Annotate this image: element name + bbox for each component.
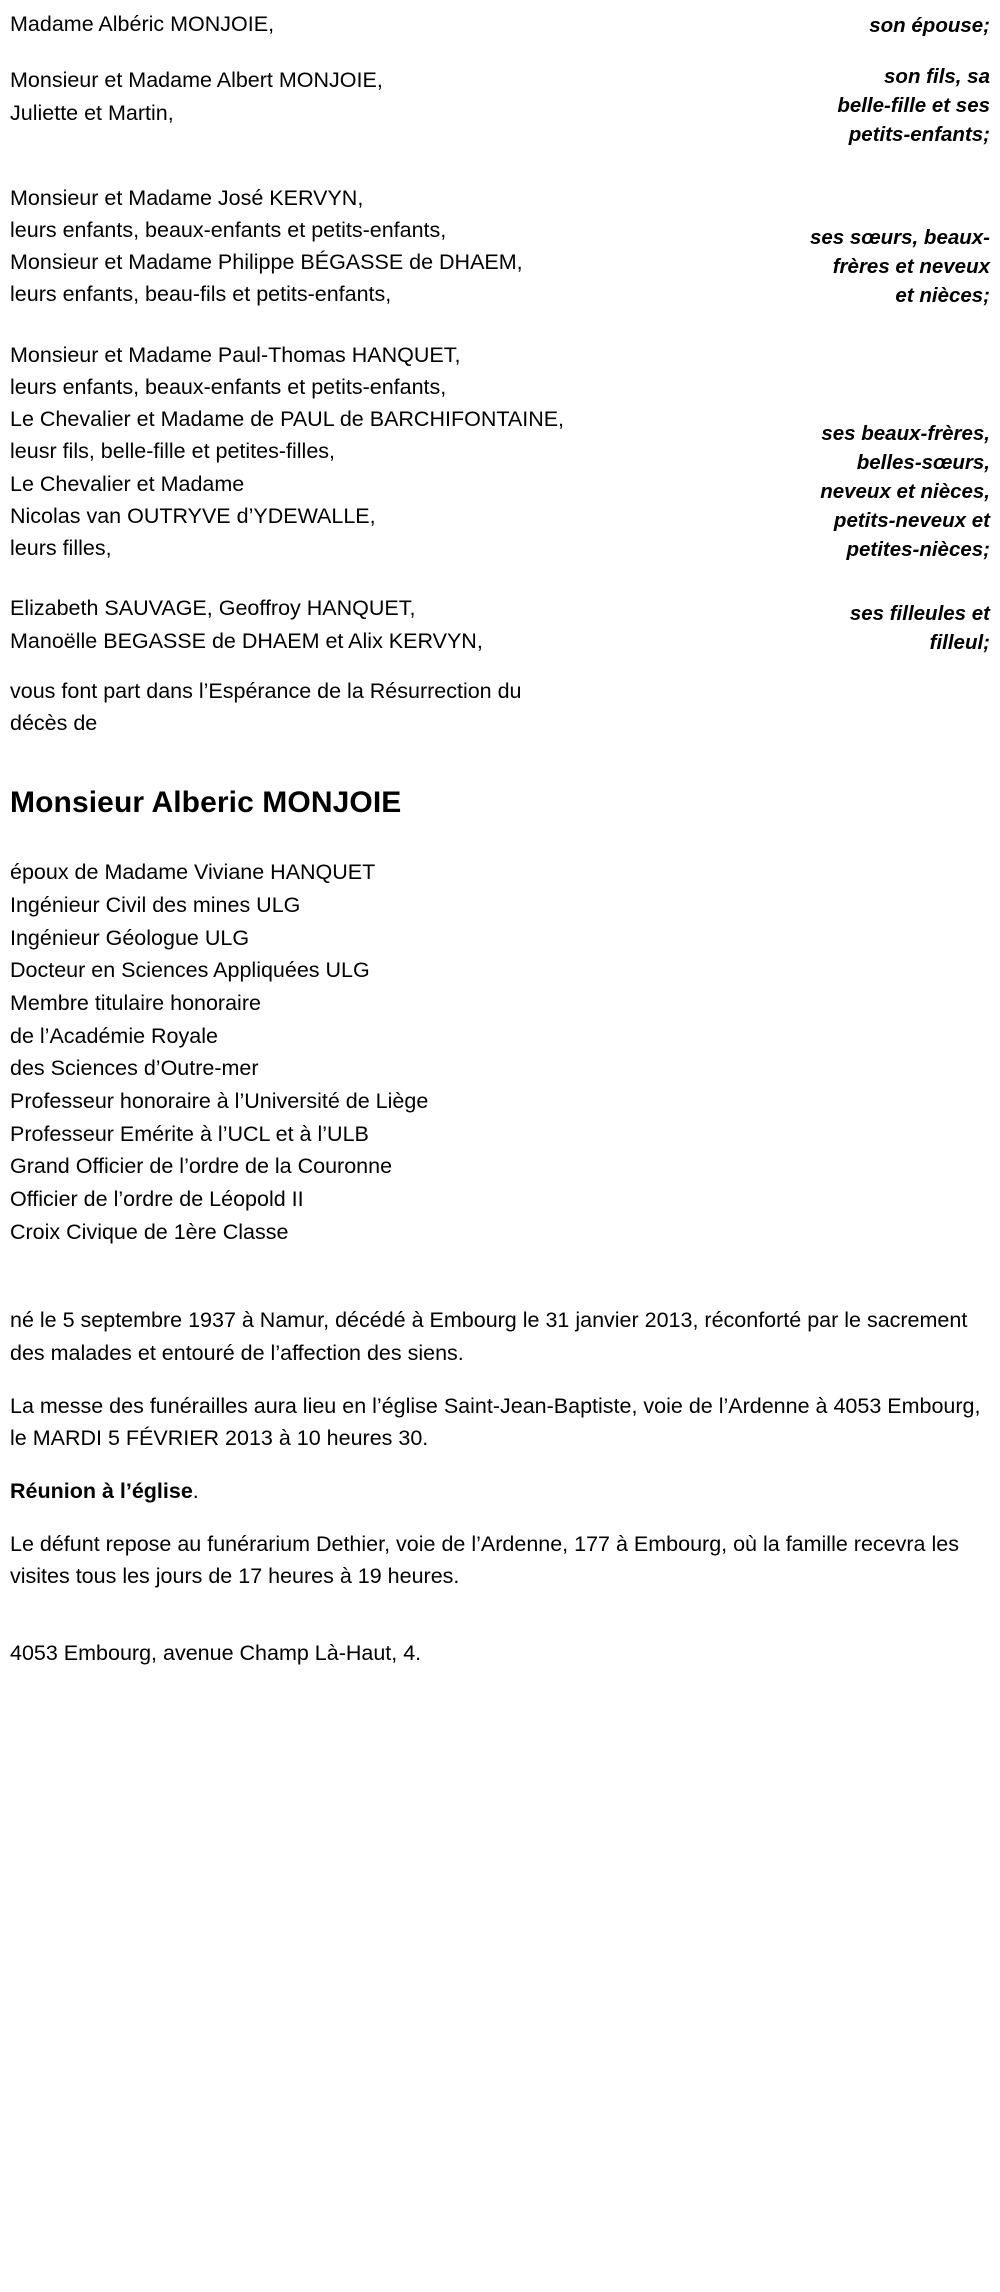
deceased-name: Monsieur Alberic MONJOIE bbox=[10, 786, 402, 820]
name-line: Monsieur et Madame Philippe BÉGASSE de DHAEM, bbox=[10, 250, 523, 275]
credential-item: Professeur honoraire à l’Université de Liège bbox=[10, 1089, 429, 1114]
gathering-paragraph bbox=[10, 1475, 992, 1508]
credential-item: Docteur en Sciences Appliquées ULG bbox=[10, 958, 370, 983]
name-line: Nicolas van OUTRYVE d’YDEWALLE, bbox=[10, 503, 376, 528]
name-line: leurs filles, bbox=[10, 536, 112, 561]
announcement-names bbox=[10, 590, 630, 657]
relation-line: ses beaux-frères, bbox=[821, 421, 990, 445]
name-line: leurs enfants, beaux-enfants et petits-enfants, bbox=[10, 374, 447, 399]
announcement-group bbox=[10, 180, 992, 311]
relation-line: filleul; bbox=[929, 630, 990, 654]
relation-line: petits-neveux et bbox=[833, 509, 990, 533]
spacer bbox=[10, 564, 992, 590]
spacer bbox=[10, 739, 992, 783]
announcement-names bbox=[10, 180, 630, 311]
name-line: Monsieur et Madame Paul-Thomas HANQUET, bbox=[10, 342, 461, 367]
credential-item: de l’Académie Royale bbox=[10, 1023, 218, 1048]
relation-line: petits-enfants; bbox=[848, 123, 990, 147]
name-line: leurs enfants, beau-fils et petits-enfants, bbox=[10, 282, 392, 307]
announcement-names bbox=[10, 6, 630, 40]
relation-label bbox=[630, 223, 992, 310]
relation-line: ses sœurs, beaux- bbox=[809, 226, 990, 250]
name-line: Monsieur et Madame Albert MONJOIE, bbox=[10, 68, 383, 93]
name-line: leusr fils, belle-fille et petites-filles, bbox=[10, 439, 336, 464]
funeral-mass-paragraph: La messe des funérailles aura lieu en l’église Saint-Jean-Baptiste, voie de l’Ardenne à 4053 Embourg, le MARDI 5 FÉVRIER 2013 à 10 heures 30. bbox=[10, 1393, 981, 1451]
relation-line: petites-nièces; bbox=[846, 538, 990, 562]
credential-item: Croix Civique de 1ère Classe bbox=[10, 1219, 289, 1244]
announcement-statement-line: décès de bbox=[10, 711, 98, 736]
relation-label bbox=[630, 62, 992, 149]
credential-item: Professeur Emérite à l’UCL et à l’ULB bbox=[10, 1121, 369, 1146]
funerarium-paragraph: Le défunt repose au funérarium Dethier, voie de l’Ardenne, 177 à Embourg, où la famille recevra les visites tous les jours de 17 heures à 19 heures. bbox=[10, 1531, 959, 1589]
name-line: Le Chevalier et Madame de PAUL de BARCHIFONTAINE, bbox=[10, 407, 565, 432]
spacer bbox=[10, 150, 992, 180]
relation-line: belles-sœurs, bbox=[856, 450, 990, 474]
announcement-names bbox=[10, 62, 630, 129]
credential-item: Ingénieur Civil des mines ULG bbox=[10, 893, 301, 917]
credential-item: Officier de l’ordre de Léopold II bbox=[10, 1187, 304, 1212]
spacer bbox=[10, 40, 992, 62]
spacer bbox=[10, 1248, 992, 1304]
relation-line: belle-fille et ses bbox=[837, 94, 990, 118]
spacer bbox=[10, 657, 992, 675]
relation-line: neveux et nièces, bbox=[820, 480, 990, 503]
gathering-tail-text: . bbox=[192, 1479, 199, 1504]
relation-line: son fils, sa bbox=[884, 65, 990, 89]
announcement-statement bbox=[10, 675, 992, 740]
relation-label bbox=[630, 11, 992, 40]
announcement-group bbox=[10, 6, 992, 40]
relation-label bbox=[630, 599, 992, 657]
birth-death-paragraph: né le 5 septembre 1937 à Namur, décédé à Embourg le 31 janvier 2013, réconforté par le sacrement des malades et entouré de l’affection des siens. bbox=[10, 1308, 968, 1366]
announcement-statement-line: vous font part dans l’Espérance de la Résurrection du bbox=[10, 678, 522, 703]
name-line: Manoëlle BEGASSE de DHAEM et Alix KERVYN, bbox=[10, 628, 483, 653]
announcement-group bbox=[10, 62, 992, 149]
credential-item: époux de Madame Viviane HANQUET bbox=[10, 860, 376, 885]
credential-item: Grand Officier de l’ordre de la Couronne bbox=[10, 1154, 393, 1179]
relation-line: ses filleules et bbox=[849, 601, 990, 625]
announcement-group bbox=[10, 590, 992, 657]
spacer bbox=[10, 1593, 992, 1637]
gathering-bold-text: Réunion à l’église bbox=[10, 1479, 193, 1504]
relation-line: son épouse; bbox=[869, 14, 990, 38]
name-line: Juliette et Martin, bbox=[10, 100, 174, 125]
name-line: Madame Albéric MONJOIE, bbox=[10, 12, 275, 36]
credential-item: Ingénieur Géologue ULG bbox=[10, 925, 250, 950]
announcement-names bbox=[10, 337, 630, 565]
relation-line: frères et neveux bbox=[832, 255, 990, 279]
family-address: 4053 Embourg, avenue Champ Là-Haut, 4. bbox=[10, 1641, 422, 1666]
name-line: Le Chevalier et Madame bbox=[10, 471, 245, 496]
relation-label bbox=[630, 419, 992, 565]
name-line: leurs enfants, beaux-enfants et petits-enfants, bbox=[10, 217, 447, 242]
name-line: Elizabeth SAUVAGE, Geoffroy HANQUET, bbox=[10, 596, 416, 621]
credentials-list bbox=[10, 856, 992, 1248]
spacer bbox=[10, 311, 992, 337]
credential-item: Membre titulaire honoraire bbox=[10, 991, 261, 1016]
spacer bbox=[10, 822, 992, 856]
announcement-group bbox=[10, 337, 992, 565]
relation-line: et nièces; bbox=[895, 284, 990, 308]
name-line: Monsieur et Madame José KERVYN, bbox=[10, 185, 364, 210]
credential-item: des Sciences d’Outre-mer bbox=[10, 1056, 259, 1081]
